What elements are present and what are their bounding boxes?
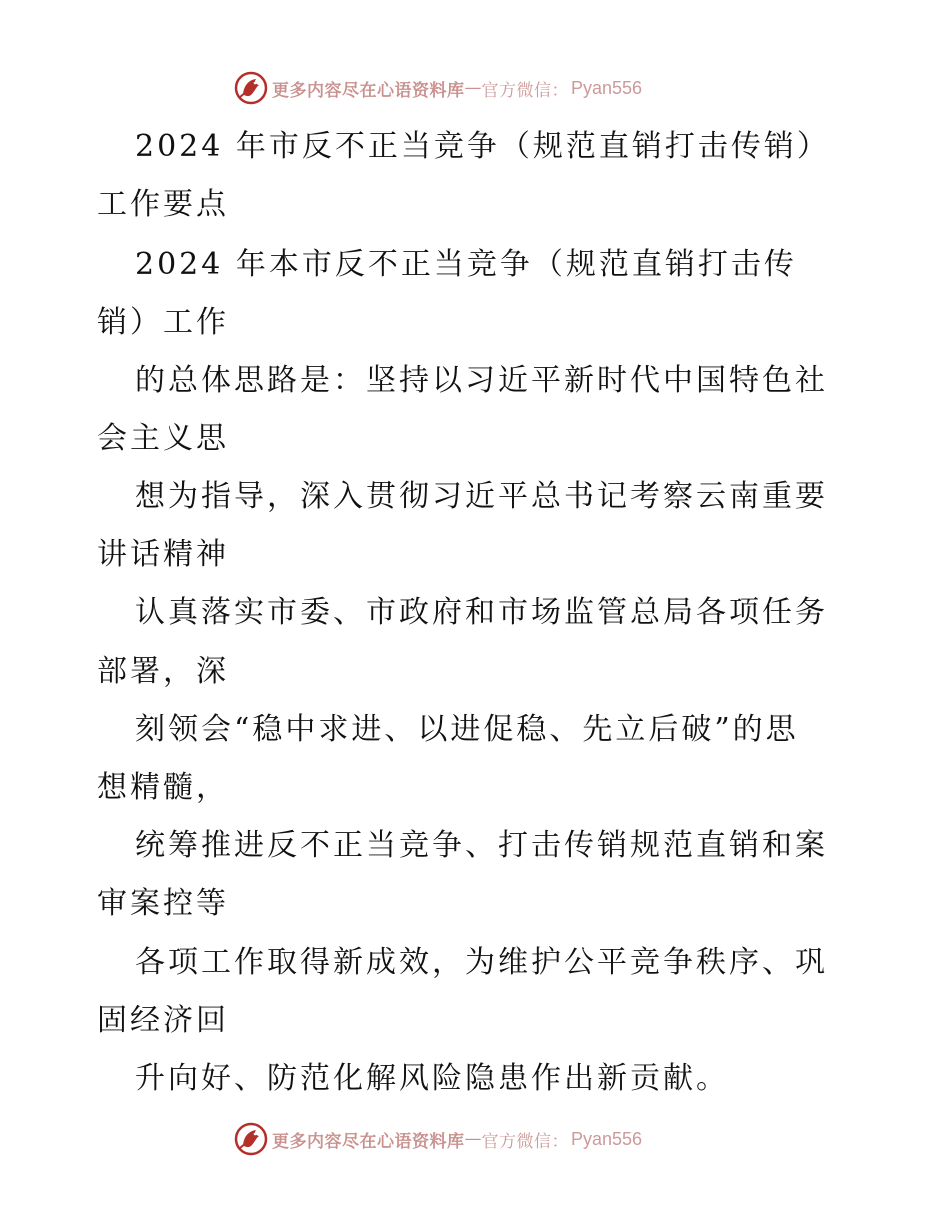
banner-wechat-id: Pyan556 — [571, 77, 643, 98]
header-watermark-banner — [0, 68, 950, 108]
doc-line: 认真落实市委、市政府和市场监管总局各项任务 — [135, 595, 828, 630]
doc-line: 想精髓， — [97, 770, 229, 805]
doc-line: 的总体思路是：坚持以习近平新时代中国特色社 — [135, 363, 828, 398]
banner-wechat-id: Pyan556 — [571, 1128, 643, 1149]
doc-line: 销）工作 — [97, 305, 229, 340]
footer-watermark-banner — [0, 1119, 950, 1159]
banner-separator: — — [464, 78, 482, 98]
doc-line: 想为指导，深入贯彻习近平总书记考察云南重要 — [135, 479, 828, 514]
rooster-logo-icon — [234, 1122, 268, 1156]
doc-line: 讲话精神 — [97, 537, 229, 572]
doc-line: 刻领会“稳中求进、以进促稳、先立后破”的思 — [135, 712, 799, 747]
doc-line: 审案控等 — [97, 886, 229, 921]
doc-line: 固经济回 — [97, 1003, 229, 1038]
banner-wechat-label: 官方微信： — [481, 1131, 569, 1152]
rooster-logo-icon — [234, 71, 268, 105]
banner-brand-text: 更多内容尽在心语资料库 — [272, 80, 465, 101]
banner-separator: — — [464, 1129, 482, 1149]
doc-line: 统筹推进反不正当竞争、打击传销规范直销和案 — [135, 828, 828, 863]
doc-line: 2024 年本市反不正当竞争（规范直销打击传 — [135, 247, 797, 282]
banner-brand-text: 更多内容尽在心语资料库 — [272, 1131, 465, 1152]
doc-line: 升向好、防范化解风险隐患作出新贡献。 — [135, 1061, 729, 1096]
doc-line: 各项工作取得新成效，为维护公平竞争秩序、巩 — [135, 945, 828, 980]
doc-line: 会主义思 — [97, 421, 229, 456]
doc-line: 2024 年市反不正当竞争（规范直销打击传销） — [135, 129, 830, 164]
banner-wechat-label: 官方微信： — [481, 80, 569, 101]
doc-line: 工作要点 — [97, 187, 229, 222]
doc-line: 部署，深 — [97, 654, 229, 689]
